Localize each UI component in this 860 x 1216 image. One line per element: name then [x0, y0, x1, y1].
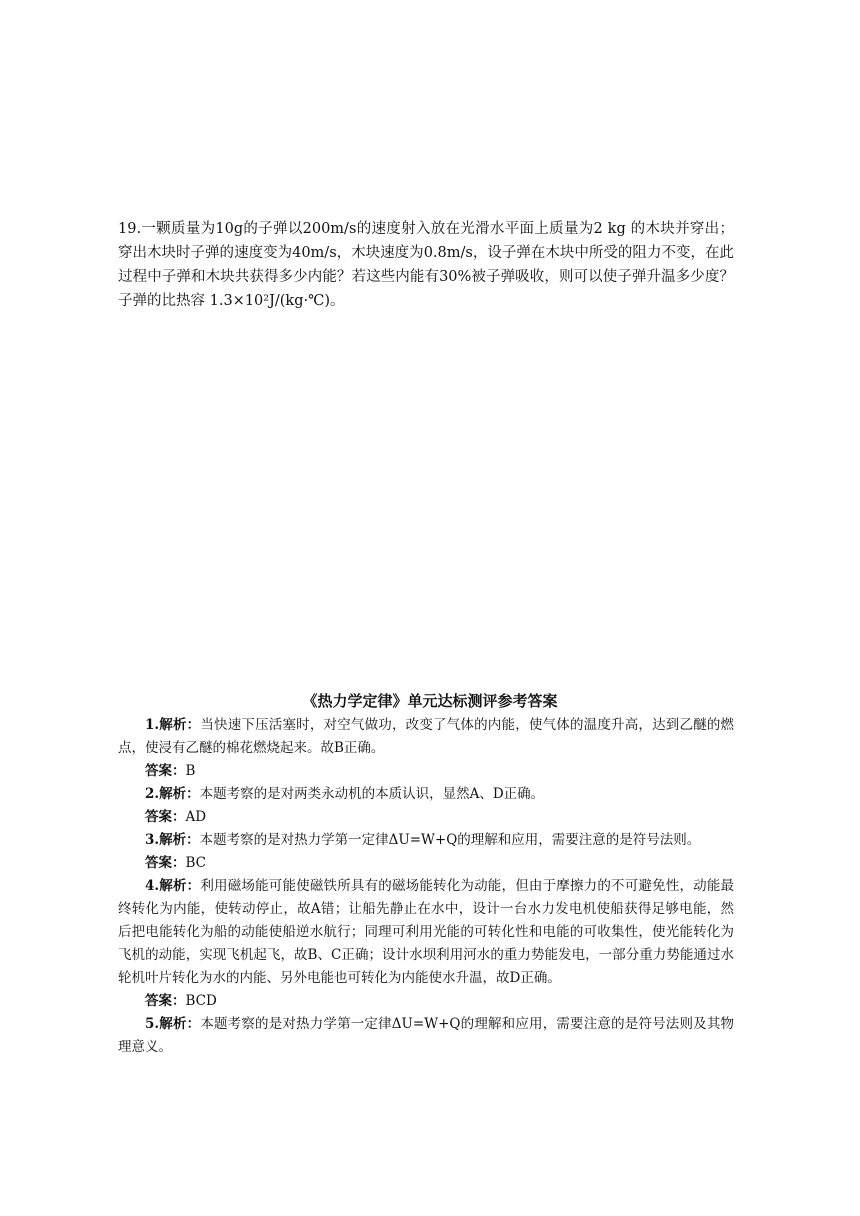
answer-2-result-text: AD — [185, 809, 207, 825]
answer-list — [118, 714, 734, 1059]
answer-3-analysis-label: 3.解析： — [145, 832, 200, 848]
answer-1-result — [118, 760, 734, 783]
answer-2-result — [118, 806, 734, 829]
answer-5-analysis — [118, 1013, 734, 1059]
answer-2-analysis-label: 2.解析： — [145, 786, 200, 802]
answer-4-result — [118, 990, 734, 1013]
answer-2-analysis — [118, 783, 734, 806]
answer-3-analysis-text: 本题考察的是对热力学第一定律ΔU=W+Q的理解和应用，需要注意的是符号法则。 — [199, 832, 701, 848]
answer-key-title: 《热力学定律》单元达标测评参考答案 — [302, 692, 558, 710]
answer-4-analysis-text: 利用磁场能可能使磁铁所具有的磁场能转化为动能，但由于摩擦力的不可避免性，动能最终转化为内能，使转动停止，故A错；让船先静止在水中，设计一台水力发电机使船获得足够电能，然后把电能转化为船的动能使船逆水航行；同理可利用光能的可转化性和电能的可收集性，使光能转化为飞机的动能，实现飞机起飞，故B、C正确；设计水坝利用河水的重力势能发电，一部分重力势能通过水轮机叶片转化为水的内能、另外电能也可转化为内能使水升温，故D正确。 — [118, 878, 735, 986]
answer-4-result-text: BCD — [185, 993, 217, 1009]
answer-3-analysis — [118, 829, 734, 852]
answer-5-analysis-text: 本题考察的是对热力学第一定律ΔU=W+Q的理解和应用，需要注意的是符号法则及其物理意义。 — [118, 1016, 735, 1055]
answer-3-result-text: BC — [185, 855, 207, 871]
answer-3-result-label: 答案： — [145, 855, 186, 871]
answer-5-analysis-label: 5.解析： — [145, 1016, 201, 1032]
answer-1-result-label: 答案： — [145, 763, 186, 779]
answer-1-analysis-label: 1.解析： — [145, 717, 201, 733]
answer-1-analysis-text: 当快速下压活塞时，对空气做功，改变了气体的内能，使气体的温度升高，达到乙醚的燃点，使浸有乙醚的棉花燃烧起来。故B正确。 — [118, 717, 735, 756]
answer-1-analysis — [118, 714, 734, 760]
question-19-text: 19.一颗质量为10g的子弹以200m/s的速度射入放在光滑水平面上质量为2 kg 的木块并穿出；穿出木块时子弹的速度变为40m/s，木块速度为0.8m/s，设子弹在木块中所受的阻力不变，在此过程中子弹和木块共获得多少内能？若这些内能有30%被子弹吸收，则可以使子弹升温多少度？子弹的比热容 1.3×10²J/(kg·℃)。 — [118, 221, 734, 309]
answer-4-analysis-label: 4.解析： — [145, 878, 201, 894]
answer-1-result-text: B — [185, 763, 196, 779]
answer-2-result-label: 答案： — [145, 809, 186, 825]
answer-3-result — [118, 852, 734, 875]
answer-4-result-label: 答案： — [145, 993, 186, 1009]
answer-4-analysis — [118, 875, 734, 990]
answer-2-analysis-text: 本题考察的是对两类永动机的本质认识，显然A、D正确。 — [199, 786, 545, 802]
